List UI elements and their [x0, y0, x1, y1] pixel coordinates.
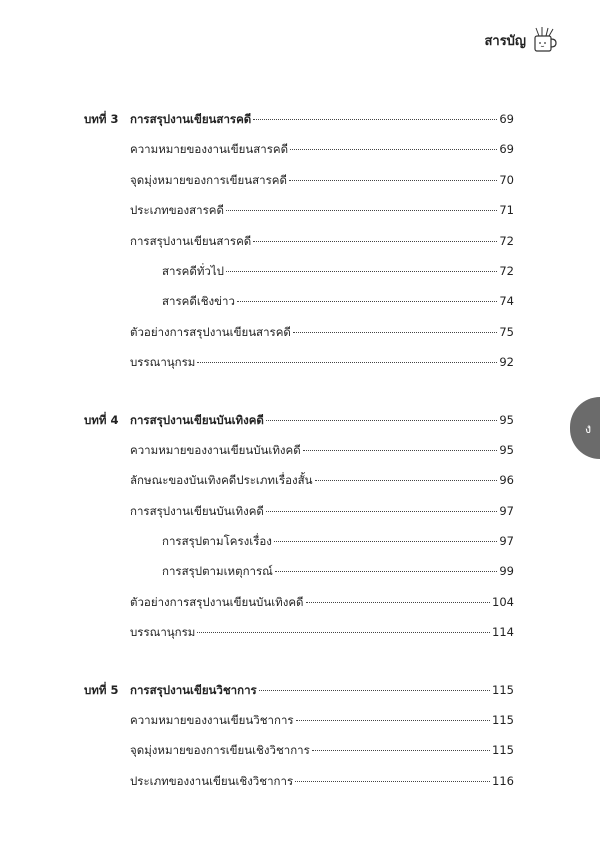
page-number: 72 [499, 263, 514, 278]
dot-leader [303, 450, 498, 451]
chapter-number: บทที่ 5 [84, 682, 119, 697]
dot-leader [266, 420, 497, 421]
chapter-3 [84, 111, 514, 385]
toc-entry[interactable] [84, 141, 514, 171]
page-number: 97 [499, 503, 514, 518]
dot-leader [274, 541, 497, 542]
chapter-4 [84, 412, 514, 655]
page-number: 115 [492, 682, 514, 697]
toc-entry[interactable] [84, 202, 514, 232]
entry-title: การสรุปตามเหตุการณ์ [162, 564, 273, 579]
page-number: 72 [499, 233, 514, 248]
dot-leader [253, 241, 497, 242]
chapter-5 [84, 682, 514, 804]
entry-title: ตัวอย่างการสรุปงานเขียนบันเทิงคดี [130, 594, 304, 609]
entry-title: สารคดีเชิงข่าว [162, 294, 235, 309]
toc-subentry[interactable] [84, 563, 514, 593]
entry-title: ความหมายของงานเขียนวิชาการ [130, 713, 294, 728]
dot-leader [259, 690, 490, 691]
page-header [484, 26, 558, 54]
dot-leader [275, 571, 498, 572]
toc-entry[interactable] [84, 773, 514, 803]
page-number: 97 [499, 534, 514, 549]
entry-title: การสรุปงานเขียนบันเทิงคดี [130, 503, 264, 518]
toc-entry[interactable] [84, 233, 514, 263]
entry-title: ความหมายของงานเขียนบันเทิงคดี [130, 442, 301, 457]
chapter-title: การสรุปงานเขียนบันเทิงคดี [130, 412, 264, 427]
chapter-heading[interactable] [84, 412, 514, 442]
dot-leader [197, 362, 497, 363]
page-number: 104 [492, 594, 514, 609]
dot-leader [226, 210, 497, 211]
toc-entry[interactable] [84, 594, 514, 624]
entry-title: ลักษณะของบันเทิงคดีประเภทเรื่องสั้น [130, 473, 313, 488]
chapter-title: การสรุปงานเขียนสารคดี [130, 112, 252, 126]
entry-title: จุดมุ่งหมายของการเขียนสารคดี [130, 172, 287, 187]
dot-leader [312, 750, 490, 751]
page-number: 95 [499, 412, 514, 427]
toc-entry[interactable] [84, 742, 514, 772]
entry-title: ประเภทของงานเขียนเชิงวิชาการ [130, 773, 294, 788]
entry-title: สารคดีทั่วไป [162, 263, 224, 278]
dot-leader [226, 271, 497, 272]
page-number: 96 [499, 473, 514, 488]
entry-title: ประเภทของสารคดี [130, 203, 224, 218]
entry-title: บรรณานุกรม [130, 625, 196, 640]
page-number: 115 [492, 713, 514, 728]
dot-leader [289, 180, 497, 181]
dot-leader [290, 149, 497, 150]
toc-entry[interactable] [84, 712, 514, 742]
page-number: 71 [499, 203, 514, 218]
chapter-number: บทที่ 4 [84, 412, 119, 427]
dot-leader [315, 480, 498, 481]
mug-icon [532, 26, 558, 54]
dot-leader [296, 720, 490, 721]
page-number: 70 [499, 172, 514, 187]
toc-subentry[interactable] [84, 263, 514, 293]
page-number: 95 [499, 442, 514, 457]
page-number: 74 [499, 294, 514, 309]
chapter-heading[interactable] [84, 111, 514, 141]
toc-entry[interactable] [84, 172, 514, 202]
dot-leader [253, 119, 497, 120]
entry-title: การสรุปตามโครงเรื่อง [162, 534, 272, 549]
page-number: 114 [492, 625, 514, 640]
chapter-title: การสรุปงานเขียนวิชาการ [130, 682, 257, 697]
dot-leader [266, 511, 497, 512]
toc-entry[interactable] [84, 472, 514, 502]
page-number-label: ง [584, 421, 592, 437]
page-number: 99 [499, 564, 514, 579]
entry-title: การสรุปงานเขียนสารคดี [130, 233, 252, 248]
entry-title: จุดมุ่งหมายของการเขียนเชิงวิชาการ [130, 743, 310, 758]
toc-entry[interactable] [84, 442, 514, 472]
page-title: สารบัญ [484, 33, 526, 49]
chapter-heading[interactable] [84, 682, 514, 712]
toc-entry[interactable] [84, 324, 514, 354]
entry-title: บรรณานุกรม [130, 355, 196, 370]
page-number: 115 [492, 743, 514, 758]
page-number: 116 [492, 773, 514, 788]
toc-entry[interactable] [84, 354, 514, 384]
dot-leader [237, 301, 497, 302]
chapter-number: บทที่ 3 [84, 112, 119, 126]
toc-subentry[interactable] [84, 293, 514, 323]
dot-leader [293, 332, 497, 333]
toc-subentry[interactable] [84, 533, 514, 563]
page-number: 69 [499, 112, 514, 126]
dot-leader [197, 632, 490, 633]
dot-leader [306, 602, 491, 603]
page-number: 69 [499, 142, 514, 157]
entry-title: ตัวอย่างการสรุปงานเขียนสารคดี [130, 324, 291, 339]
page-number-tab [570, 397, 600, 459]
page-number: 75 [499, 324, 514, 339]
toc-entry[interactable] [84, 503, 514, 533]
entry-title: ความหมายของงานเขียนสารคดี [130, 142, 289, 157]
table-of-contents [84, 111, 514, 830]
toc-entry[interactable] [84, 624, 514, 654]
dot-leader [295, 781, 490, 782]
page-number: 92 [499, 355, 514, 370]
